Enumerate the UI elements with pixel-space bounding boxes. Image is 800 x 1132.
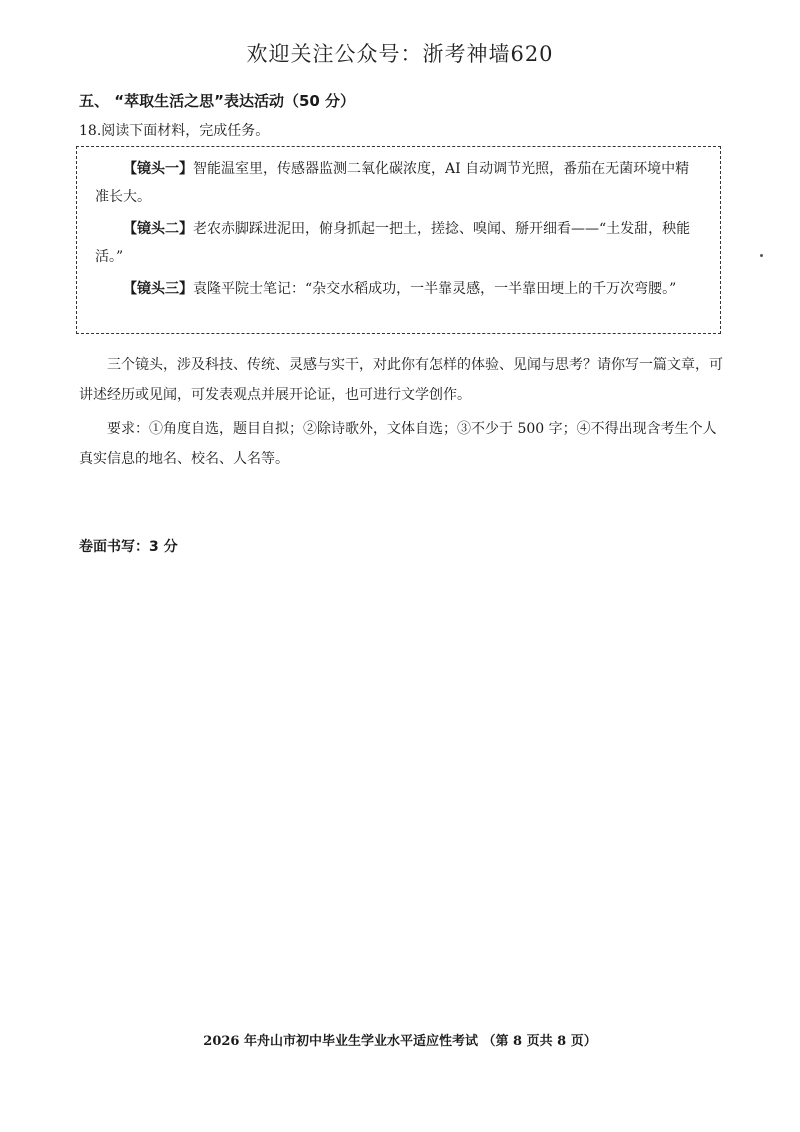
page-footer: 2026 年舟山市初中毕业生学业水平适应性考试 （第 8 页共 8 页） <box>203 1034 597 1049</box>
prompt-requirements: 要求：①角度自选，题目自拟；②除诗歌外，文体自选；③不少于 500 字；④不得出现含考生个人真实信息的地名、校名、人名等。 <box>79 421 717 467</box>
shot-one-text: 智能温室里，传感器监测二氧化碳浓度，AI 自动调节光照，番茄在无菌环境中精准长大。 <box>95 161 690 205</box>
writing-prompt <box>79 350 723 478</box>
shot-three-text: 袁隆平院士笔记：“杂交水稻成功，一半靠灵感，一半靠田埂上的千万次弯腰。” <box>193 281 677 297</box>
shot-three-label: 【镜头三】 <box>123 281 193 297</box>
shot-two <box>95 215 702 271</box>
shot-two-text: 老农赤脚踩进泥田，俯身抓起一把土，搓捻、嗅闻、掰开细看——“土发甜，秧能活。” <box>95 221 691 265</box>
shot-three <box>95 275 702 303</box>
question-instruction: 18.阅读下面材料，完成任务。 <box>79 123 270 139</box>
section-title: 五、 “萃取生活之思”表达活动（50 分） <box>79 92 356 110</box>
scan-speck <box>760 254 763 257</box>
prompt-paragraph: 三个镜头，涉及科技、传统、灵感与实干，对此你有怎样的体验、见闻与思考？请你写一篇文章，可讲述经历或见闻，可发表观点并展开论证，也可进行文学创作。 <box>79 357 723 403</box>
handwriting-score: 卷面书写：3 分 <box>79 539 178 555</box>
shot-two-label: 【镜头二】 <box>123 221 193 237</box>
material-box <box>76 146 721 334</box>
shot-one <box>95 155 702 211</box>
header-banner: 欢迎关注公众号：浙考神墙620 <box>246 42 554 66</box>
shot-one-label: 【镜头一】 <box>123 161 193 177</box>
